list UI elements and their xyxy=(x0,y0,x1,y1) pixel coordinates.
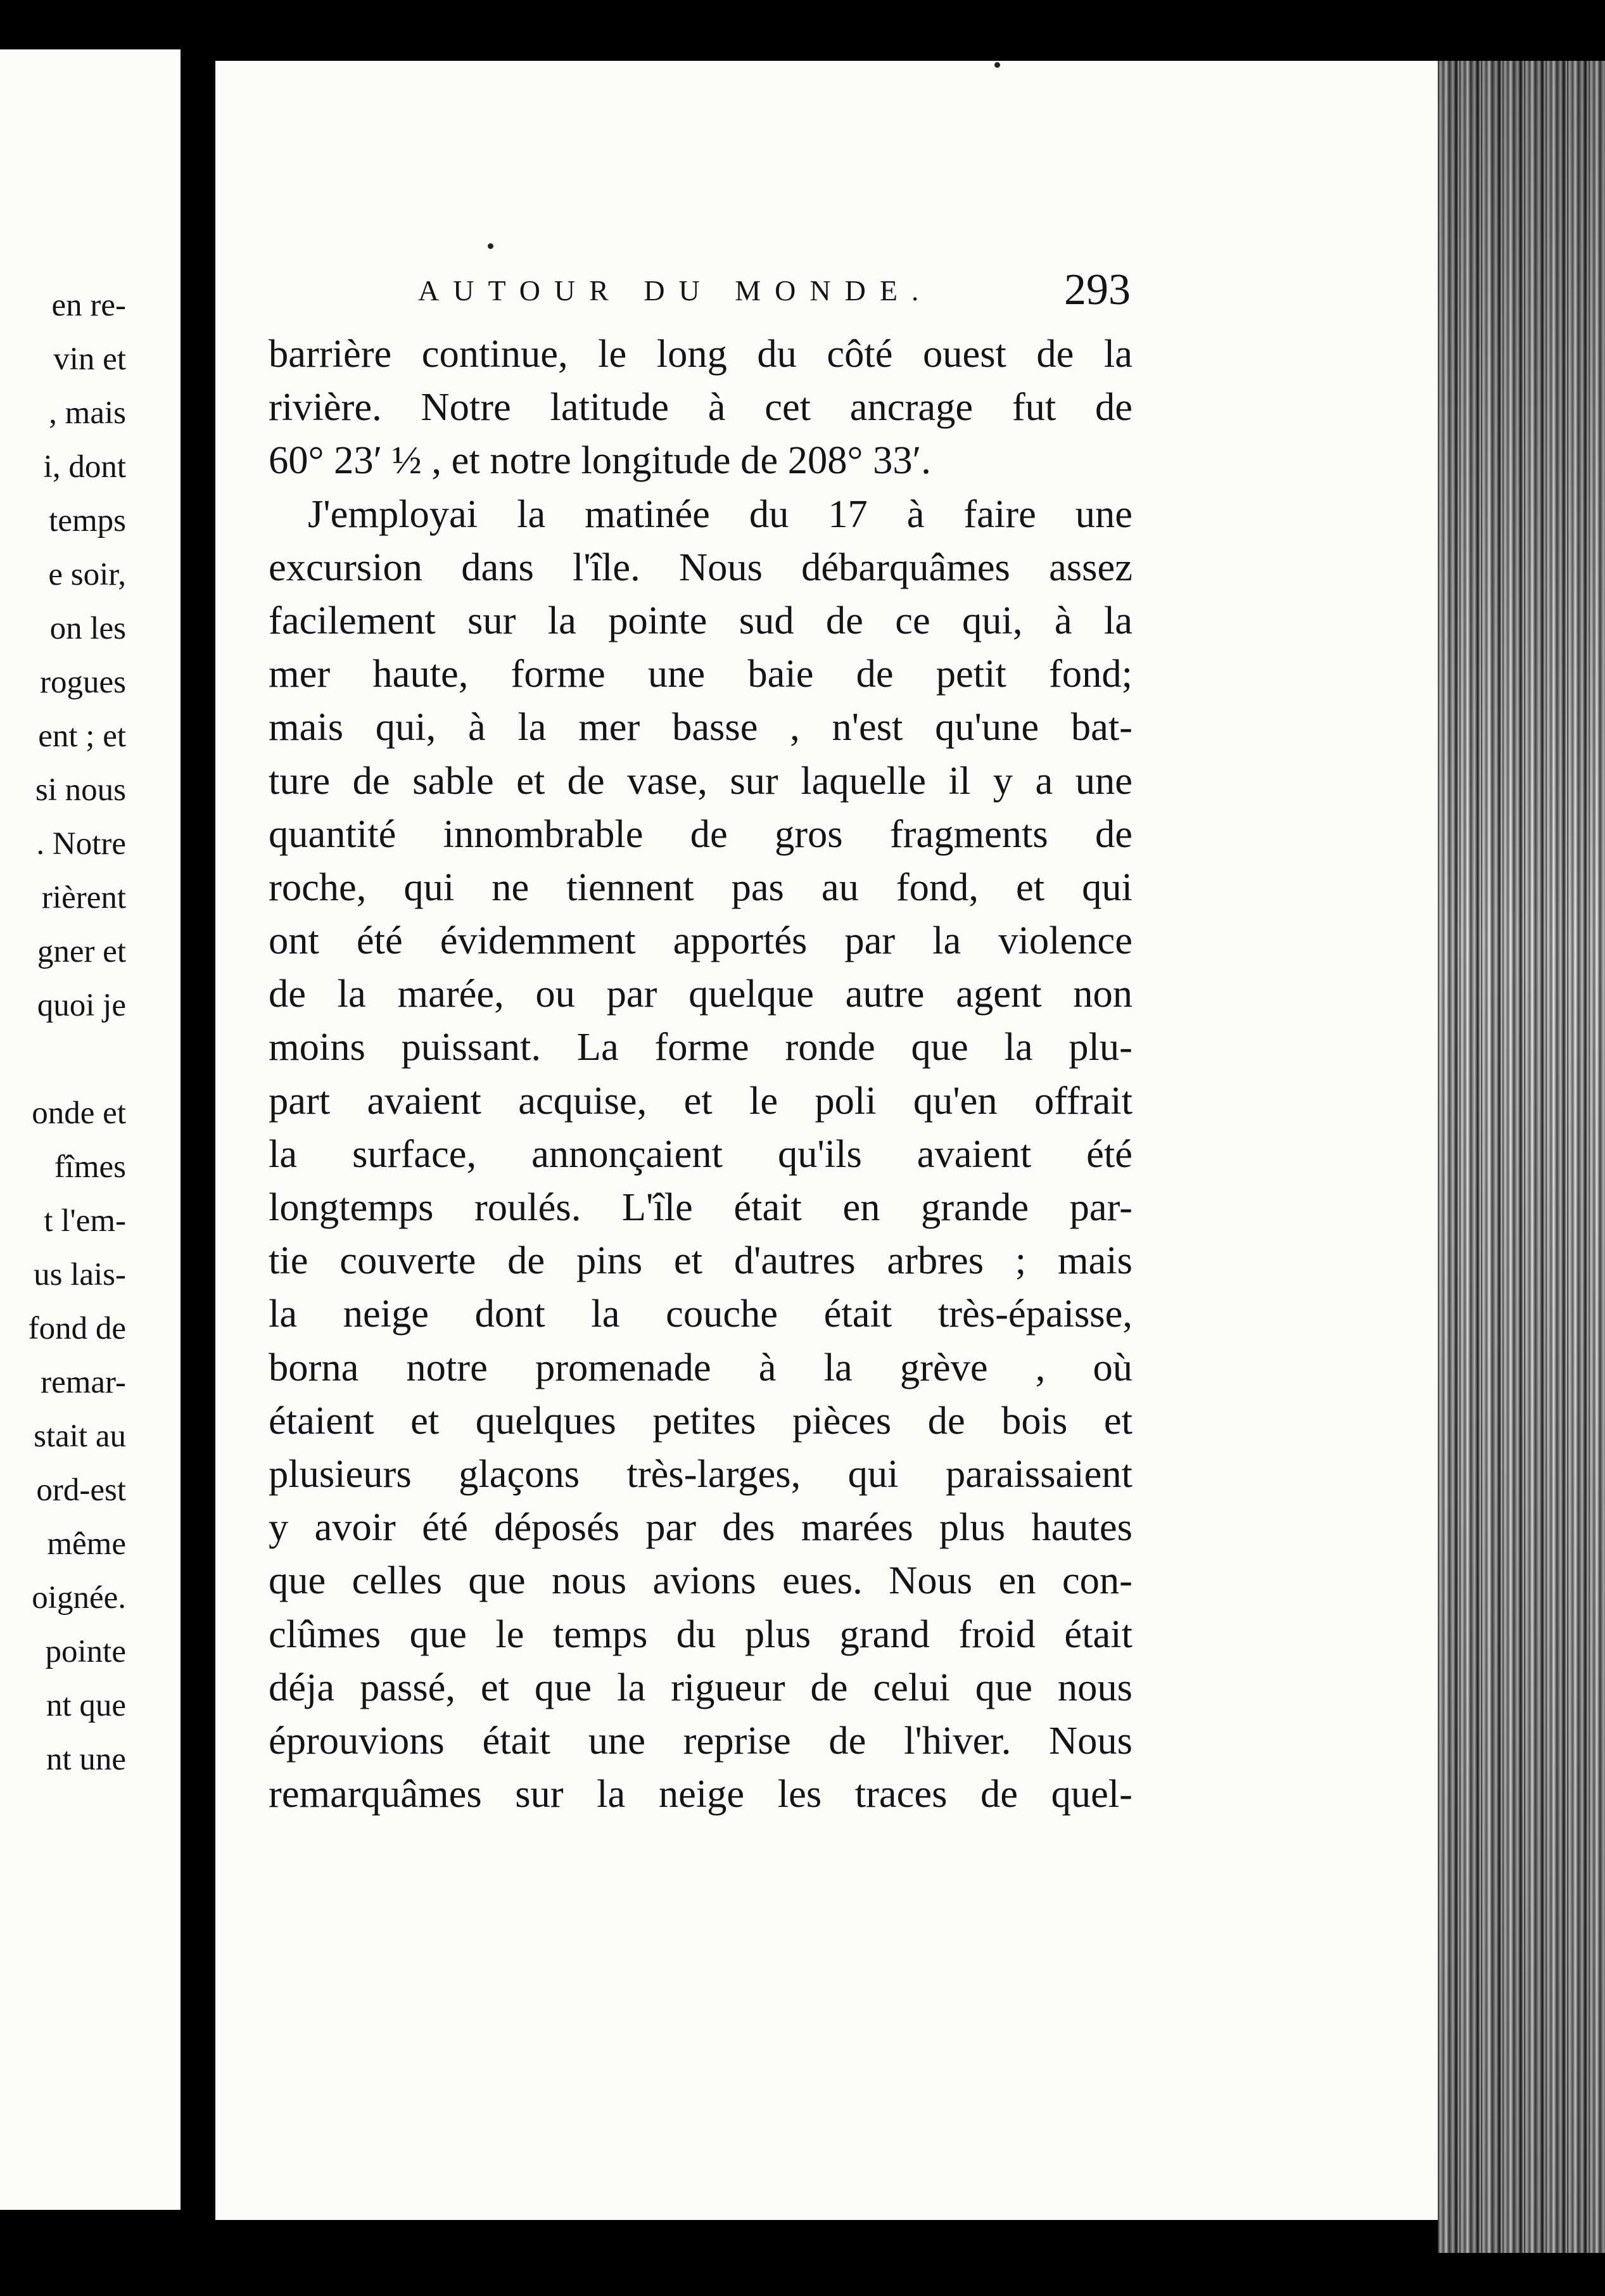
left-page xyxy=(0,49,181,2210)
text-line: roche, qui ne tiennent pas au fond, et qui xyxy=(269,864,1132,909)
left-page-line: stait au xyxy=(34,1419,126,1454)
text-line: barrière continue, le long du côté ouest de la xyxy=(269,331,1132,376)
left-page-line: ent ; et xyxy=(38,718,126,754)
left-page-line: si nous xyxy=(35,772,126,808)
page-number: 293 xyxy=(1064,265,1131,314)
text-line: part avaient acquise, et le poli qu'en offrait xyxy=(269,1078,1132,1123)
body-text xyxy=(269,327,1132,1820)
left-page-line: vin et xyxy=(53,341,126,377)
left-page-line: i, dont xyxy=(43,449,126,485)
text-line: plusieurs glaçons très-larges, qui paraissaient xyxy=(269,1451,1132,1496)
text-line: rivière. Notre latitude à cet ancrage fut de xyxy=(269,385,1132,430)
left-page-line: , mais xyxy=(49,395,126,431)
page-edge-shade xyxy=(1438,61,1605,2253)
text-line: moins puissant. La forme ronde que la plu- xyxy=(269,1024,1132,1069)
left-page-line: même xyxy=(47,1526,126,1562)
left-page-line: . Notre xyxy=(36,826,126,862)
text-line: J'employai la matinée du 17 à faire une xyxy=(308,491,1132,536)
left-page-line: gner et xyxy=(37,934,126,969)
left-page-line: temps xyxy=(49,503,126,539)
left-page-line: oignée. xyxy=(32,1580,126,1616)
text-line: remarquâmes sur la neige les traces de quel- xyxy=(269,1771,1132,1816)
text-line: la surface, annonçaient qu'ils avaient été xyxy=(269,1131,1132,1176)
text-line: facilement sur la pointe sud de ce qui, à la xyxy=(269,597,1132,642)
text-line: mer haute, forme une baie de petit fond; xyxy=(269,651,1132,696)
left-page-line: rièrent xyxy=(41,880,126,915)
left-page-line: fîmes xyxy=(54,1149,126,1185)
ink-speck xyxy=(994,62,1000,68)
left-page-line: on les xyxy=(49,611,126,646)
left-page-line: pointe xyxy=(45,1634,126,1669)
left-page-line: nt que xyxy=(46,1688,126,1723)
left-page-line: nt une xyxy=(46,1742,126,1777)
text-line: clûmes que le temps du plus grand froid était xyxy=(269,1611,1132,1656)
left-page-line: remar- xyxy=(41,1365,126,1400)
ink-speck xyxy=(488,243,493,249)
text-line: que celles que nous avions eues. Nous en con- xyxy=(269,1558,1132,1603)
left-page-line: en re- xyxy=(51,288,126,323)
text-line: de la marée, ou par quelque autre agent non xyxy=(269,971,1132,1016)
text-line: quantité innombrable de gros fragments de xyxy=(269,811,1132,856)
left-page-line: onde et xyxy=(32,1095,126,1131)
running-head: AUTOUR DU MONDE. xyxy=(418,274,933,307)
text-line: 60° 23′ ½ , et notre longitude de 208° 33′. xyxy=(269,438,931,483)
text-line: excursion dans l'île. Nous débarquâmes assez xyxy=(269,544,1132,589)
left-page-line: t l'em- xyxy=(44,1203,126,1239)
left-page-line: quoi je xyxy=(37,988,126,1023)
text-line: tie couverte de pins et d'autres arbres ; mais xyxy=(269,1238,1132,1283)
left-page-line: ord-est xyxy=(36,1472,126,1508)
text-line: étaient et quelques petites pièces de bois et xyxy=(269,1398,1132,1443)
text-line: déja passé, et que la rigueur de celui que nous xyxy=(269,1664,1132,1709)
text-line: y avoir été déposés par des marées plus hautes xyxy=(269,1505,1132,1550)
left-page-line: rogues xyxy=(40,665,126,700)
text-line: ture de sable et de vase, sur laquelle il y a une xyxy=(269,758,1132,803)
text-line: la neige dont la couche était très-épaisse, xyxy=(269,1291,1132,1336)
text-line: éprouvions était une reprise de l'hiver. Nous xyxy=(269,1718,1132,1763)
left-page-line: us lais- xyxy=(34,1257,126,1292)
left-page-line: fond de xyxy=(28,1311,126,1346)
text-line: mais qui, à la mer basse , n'est qu'une bat- xyxy=(269,705,1132,749)
text-line: borna notre promenade à la grève , où xyxy=(269,1344,1132,1389)
text-line: longtemps roulés. L'île était en grande par- xyxy=(269,1185,1132,1229)
left-page-line: e soir, xyxy=(48,557,126,592)
text-line: ont été évidemment apportés par la violence xyxy=(269,918,1132,963)
